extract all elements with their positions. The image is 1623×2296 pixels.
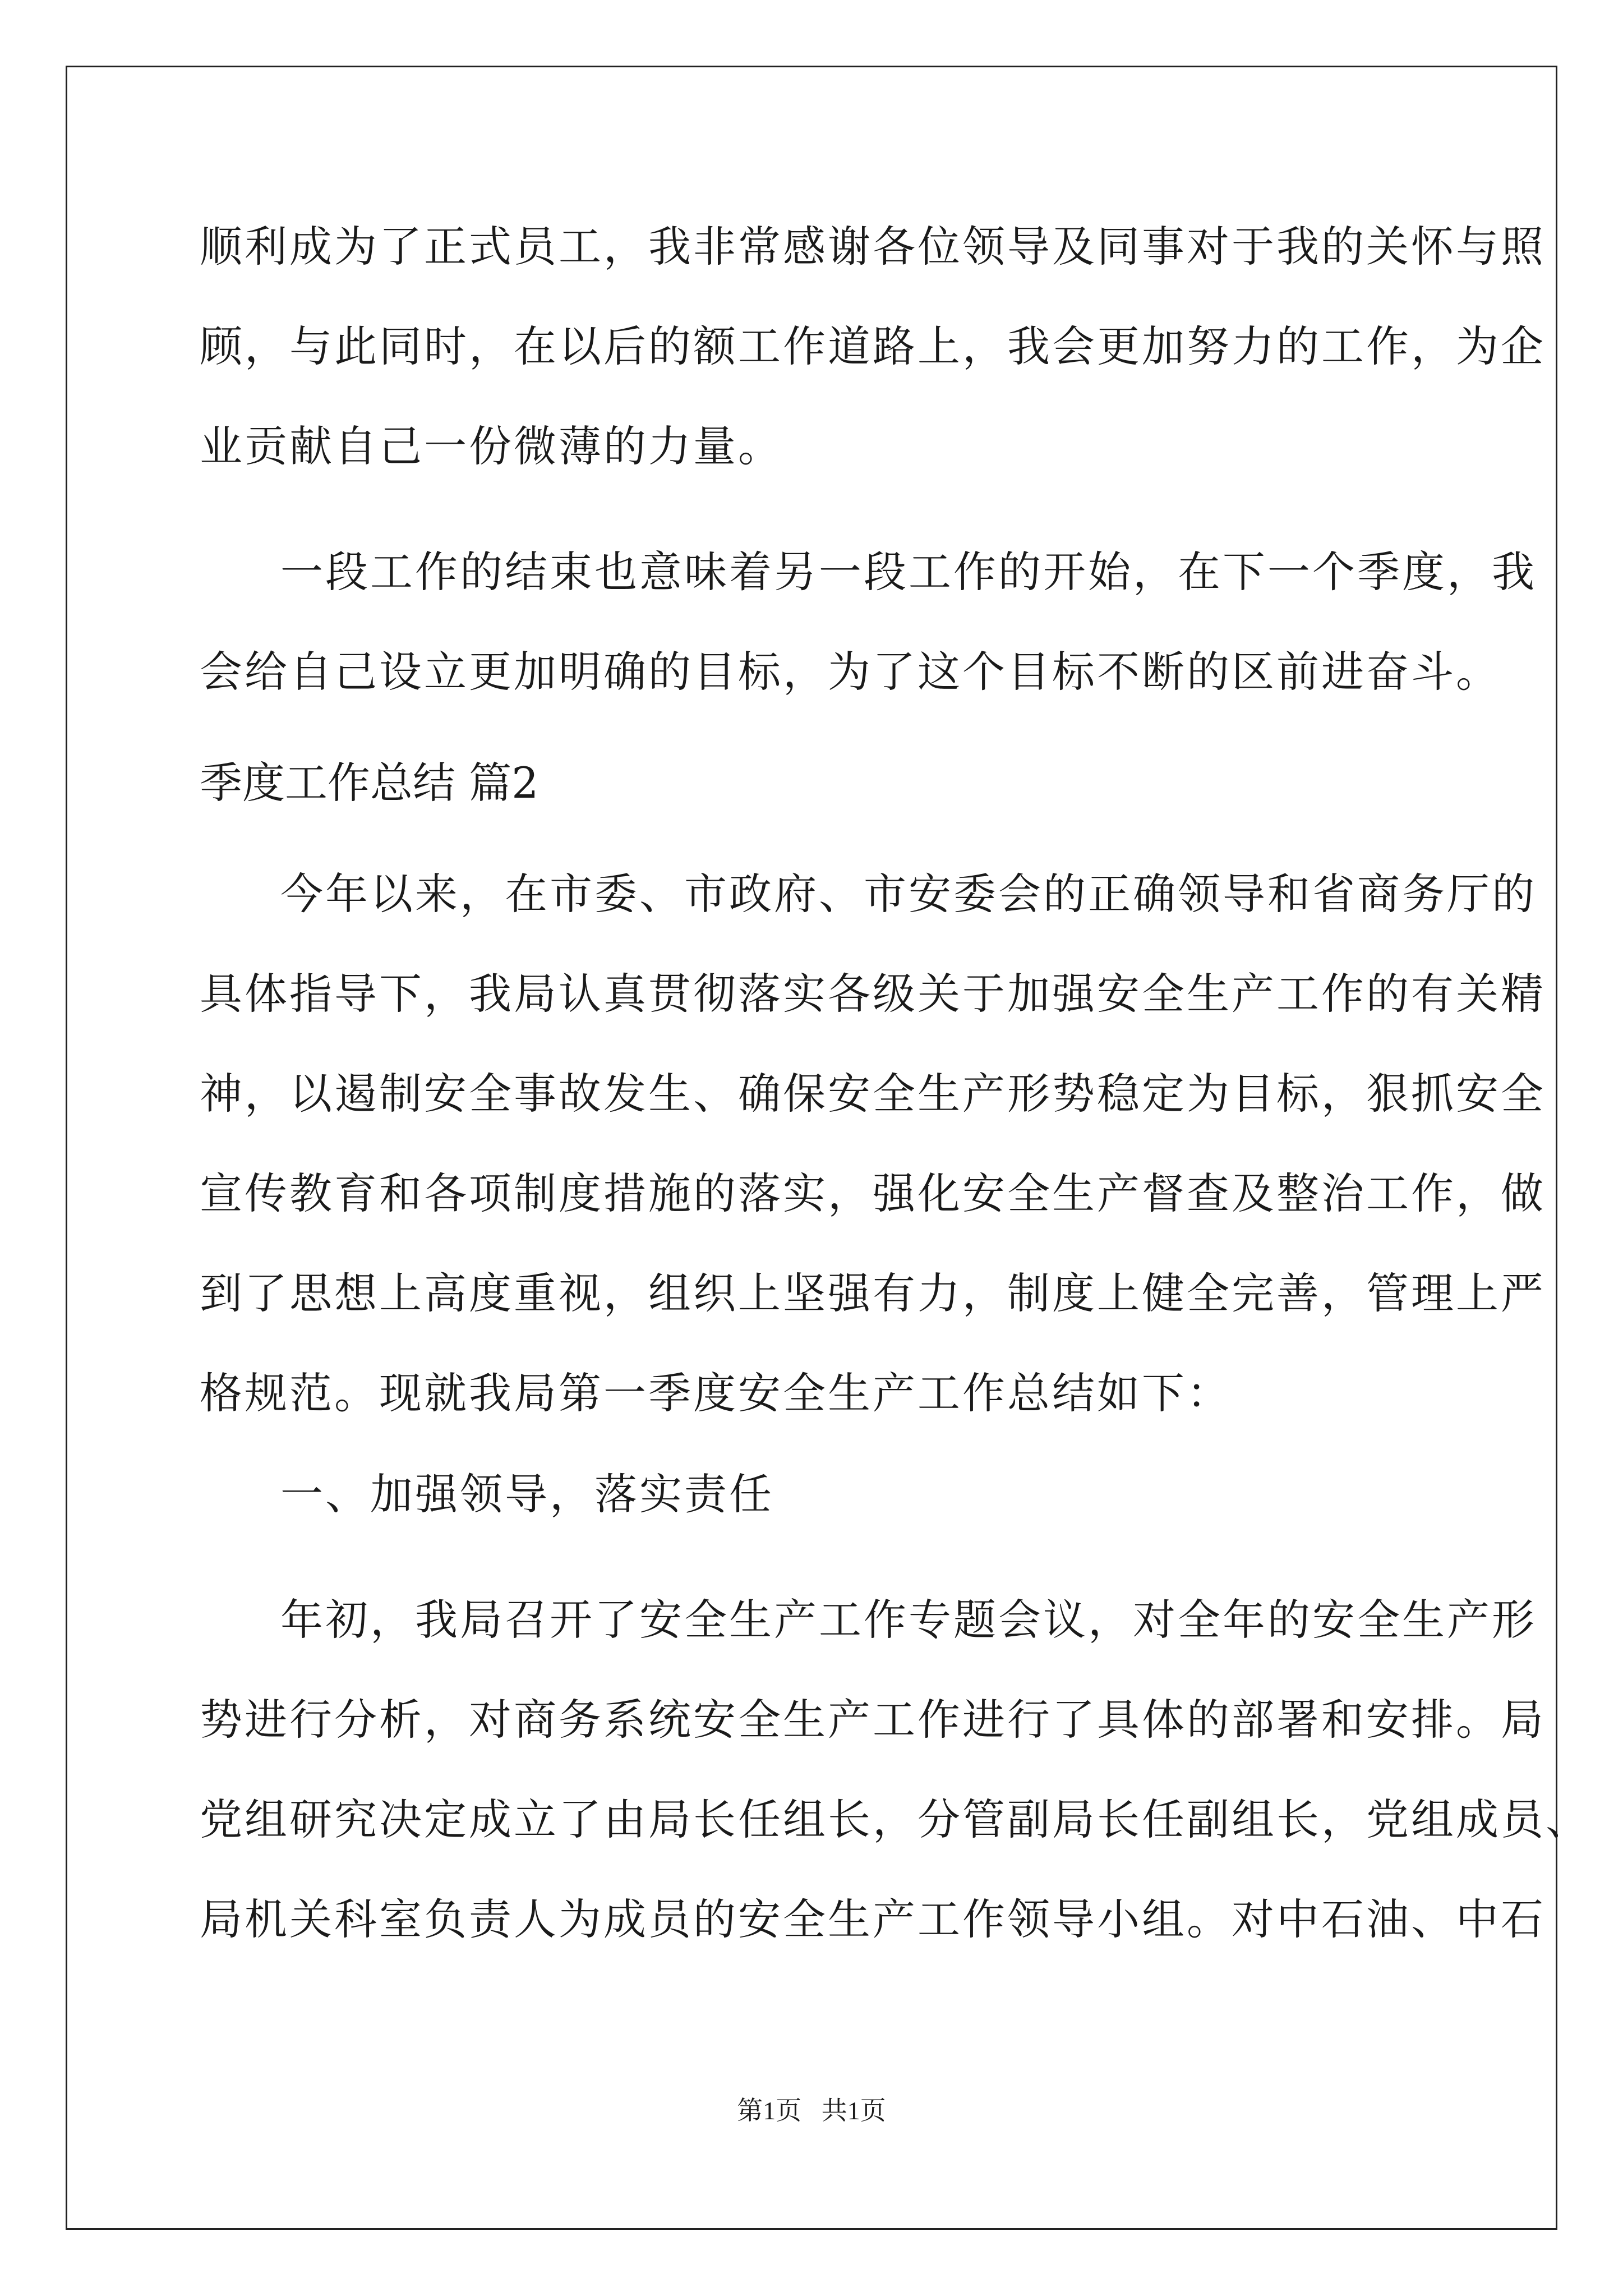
section-heading: 季度工作总结 篇2 (200, 758, 539, 808)
body-line: 今年以来，在市委、市政府、市安委会的正确领导和省商务厅的 (280, 869, 1537, 919)
page-footer (0, 2090, 1623, 2127)
body-line: 顾，与此同时，在以后的额工作道路上，我会更加努力的工作，为企 (200, 321, 1546, 371)
body-line: 到了思想上高度重视，组织上坚强有力，制度上健全完善，管理上严 (200, 1268, 1546, 1318)
body-line: 神，以遏制安全事故发生、确保安全生产形势稳定为目标，狠抓安全 (200, 1069, 1546, 1119)
subsection-heading: 一、加强领导，落实责任 (280, 1469, 774, 1519)
body-line: 业贡献自己一份微薄的力量。 (200, 421, 783, 471)
body-line: 格规范。现就我局第一季度安全生产工作总结如下： (200, 1368, 1232, 1418)
body-line: 顺利成为了正式员工，我非常感谢各位领导及同事对于我的关怀与照 (200, 222, 1546, 272)
body-line: 具体指导下，我局认真贯彻落实各级关于加强安全生产工作的有关精 (200, 969, 1546, 1019)
body-line: 党组研究决定成立了由局长任组长，分管副局长任副组长，党组成员、 (200, 1795, 1590, 1844)
body-line: 局机关科室负责人为成员的安全生产工作领导小组。对中石油、中石 (200, 1894, 1546, 1944)
body-line: 年初，我局召开了安全生产工作专题会议，对全年的安全生产形 (280, 1595, 1537, 1645)
body-line: 势进行分析，对商务系统安全生产工作进行了具体的部署和安排。局 (200, 1695, 1546, 1745)
body-line: 宣传教育和各项制度措施的落实，强化安全生产督查及整治工作，做 (200, 1168, 1546, 1218)
body-line: 一段工作的结束也意味着另一段工作的开始，在下一个季度，我 (280, 547, 1537, 597)
body-line: 会给自己设立更加明确的目标，为了这个目标不断的区前进奋斗。 (200, 647, 1501, 697)
page-total: 共1页 (821, 2096, 886, 2125)
page-number: 第1页 (737, 2096, 802, 2125)
